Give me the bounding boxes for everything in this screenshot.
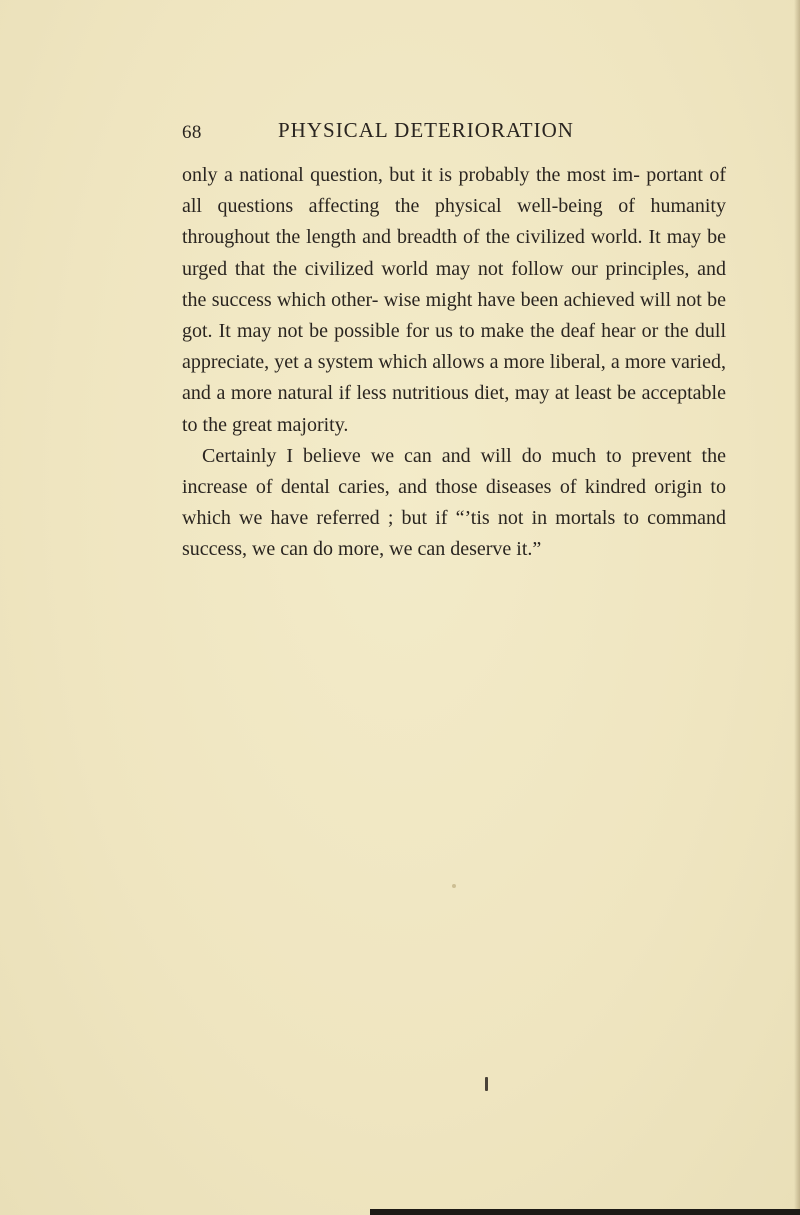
page-edge-shadow bbox=[794, 0, 800, 1215]
page-number: 68 bbox=[182, 122, 202, 143]
ink-mark bbox=[485, 1077, 488, 1091]
running-title: PHYSICAL DETERIORATION bbox=[278, 118, 574, 142]
bottom-edge-shadow bbox=[370, 1209, 800, 1215]
running-head bbox=[182, 118, 652, 150]
body-text bbox=[182, 160, 726, 566]
paper-speck bbox=[452, 884, 456, 888]
paragraph: Certainly I believe we can and will do much to prevent the increase of dental caries, and those diseases of kindred origin to which we have referred ; but if “’tis not in mortals to command success, we can do more, we can deserve it.” bbox=[182, 444, 726, 561]
paragraph: only a national question, but it is probably the most im- portant of all questions affecting the physical well-being of humanity throughout the length and breadth of the civilized world. It may be urged that the civilized world may not follow our principles, and the success which other- wise might have been achieved will not be got. It may not be possible for us to make the deaf hear or the dull appreciate, yet a system which allows a more liberal, a more varied, and a more natural if less nutritious diet, may at least be acceptable to the great majority. bbox=[182, 164, 726, 436]
